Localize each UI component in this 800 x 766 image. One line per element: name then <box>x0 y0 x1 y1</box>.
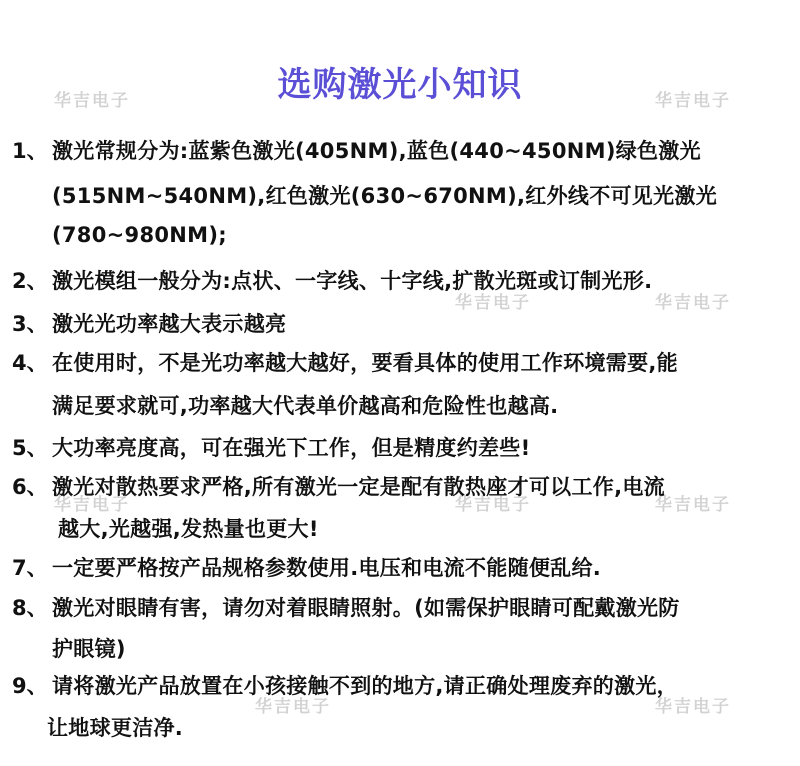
watermark-text: 华吉电子 <box>455 495 531 515</box>
item-text-line: 护眼镜) <box>52 637 126 661</box>
page-title: 选购激光小知识 <box>277 65 523 105</box>
watermark-text: 华吉电子 <box>655 697 731 717</box>
item-number: 5、 <box>12 436 48 460</box>
item-number: 1、 <box>12 139 48 163</box>
item-text-line: 大功率亮度高，可在强光下工作，但是精度约差些! <box>52 436 531 460</box>
item-text-line: 激光常规分为:蓝紫色激光(405NM),蓝色(440~450NM)绿色激光 <box>52 139 701 163</box>
watermark-text: 华吉电子 <box>54 495 130 515</box>
item-number: 2、 <box>12 269 48 293</box>
item-text-line: 激光光功率越大表示越亮 <box>52 312 287 336</box>
item-text-line: 请将激光产品放置在小孩接触不到的地方,请正确处理废弃的激光， <box>52 674 678 698</box>
item-number: 6、 <box>12 475 48 499</box>
item-number: 8、 <box>12 596 48 620</box>
item-text-line: 让地球更洁净. <box>47 716 184 740</box>
item-text-line: 满足要求就可,功率越大代表单价越高和危险性也越高. <box>52 394 559 418</box>
item-number: 9、 <box>12 674 48 698</box>
watermark-text: 华吉电子 <box>655 495 731 515</box>
item-number: 4、 <box>12 351 48 375</box>
watermark-text: 华吉电子 <box>255 697 331 717</box>
item-text-line: 在使用时，不是光功率越大越好，要看具体的使用工作环境需要,能 <box>52 351 678 375</box>
item-text-line: 激光模组一般分为:点状、一字线、十字线,扩散光斑或订制光形. <box>52 269 653 293</box>
watermark-text: 华吉电子 <box>655 293 731 313</box>
item-text-line: 越大,光越强,发热量也更大! <box>58 517 319 541</box>
watermark-text: 华吉电子 <box>455 293 531 313</box>
item-number: 3、 <box>12 312 48 336</box>
watermark-text: 华吉电子 <box>54 91 130 111</box>
item-text-line: 一定要严格按产品规格参数使用.电压和电流不能随便乱给. <box>52 556 602 580</box>
item-text-line: (515NM~540NM),红色激光(630~670NM),红外线不可见光激光 <box>52 184 717 208</box>
item-text-line: (780~980NM); <box>52 223 227 247</box>
item-text-line: 激光对眼睛有害，请勿对着眼睛照射。(如需保护眼睛可配戴激光防 <box>52 596 680 620</box>
item-number: 7、 <box>12 556 48 580</box>
watermark-text: 华吉电子 <box>655 91 731 111</box>
item-text-line: 激光对散热要求严格,所有激光一定是配有散热座才可以工作,电流 <box>52 475 665 499</box>
